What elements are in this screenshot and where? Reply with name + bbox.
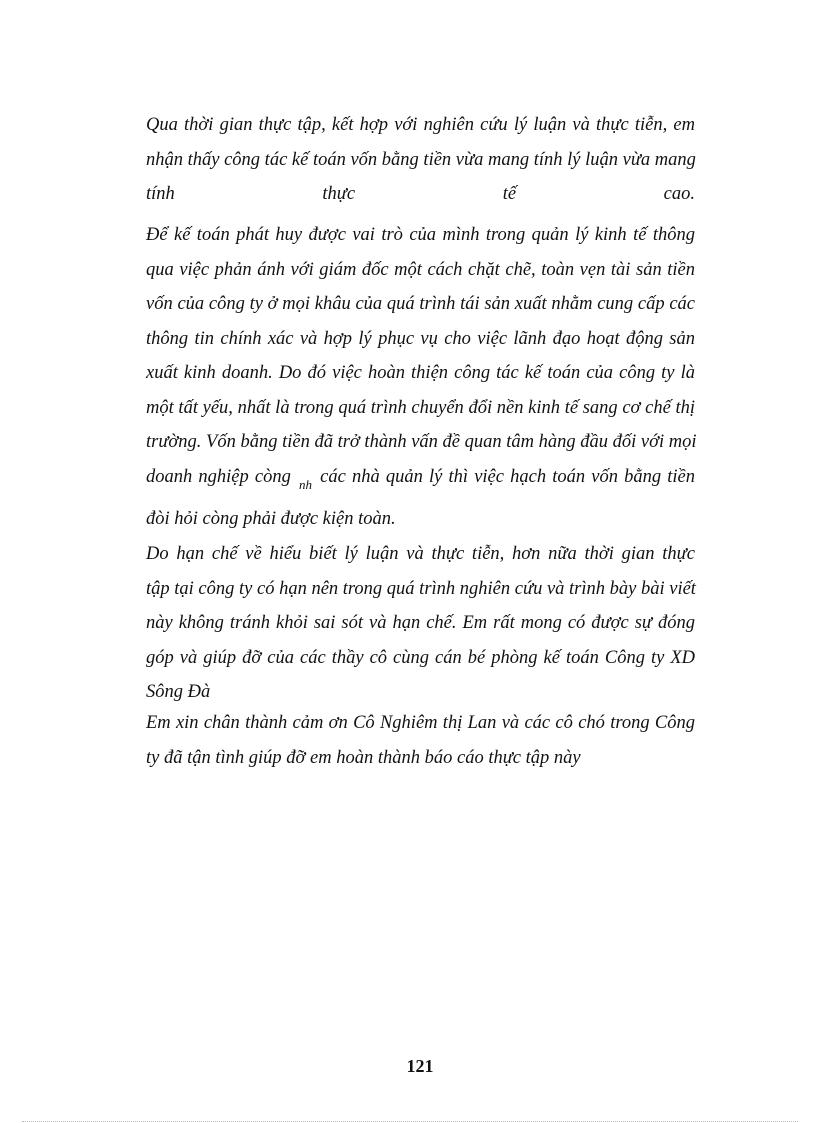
paragraph-conclusion-intro — [146, 108, 695, 212]
text-line: Qua thời gian thực tập, kết hợp với nghiên cứu lý luận và thực tiễn, em — [146, 115, 695, 135]
paragraph-acknowledgement — [146, 706, 695, 775]
paragraph-limitations — [146, 537, 695, 710]
text-line: tính thực tế cao. — [146, 184, 695, 204]
text-fragment: doanh nghiệp còng — [146, 466, 291, 487]
text-line: xuất kinh doanh. Do đó việc hoàn thiện công tác kế toán của công ty là — [146, 363, 695, 383]
text-line: này không tránh khỏi sai sót và hạn chế. Em rất mong có được sự đóng — [146, 613, 695, 633]
text-line-with-subscript — [146, 460, 695, 503]
text-line: Sông Đà — [146, 682, 211, 702]
text-line: góp và giúp đỡ của các thầy cô cùng cán bé phòng kế toán Công ty XD — [146, 647, 695, 668]
page-number: 121 — [406, 1056, 434, 1076]
text-fragment: các nhà quản lý thì việc hạch toán vốn bằng tiền — [320, 466, 696, 487]
page-bottom-divider — [22, 1121, 798, 1122]
text-line: qua việc phản ánh với giám đốc một cách chặt chẽ, toàn vẹn tài sản tiền — [146, 259, 695, 280]
text-line: tập tại công ty có hạn nên trong quá trình nghiên cứu và trình bày bài viết — [146, 578, 696, 599]
text-line: đòi hỏi còng phải được kiện toàn. — [146, 509, 396, 529]
text-line: nhận thấy công tác kế toán vốn bằng tiền vừa mang tính lý luận vừa mang — [146, 149, 696, 170]
text-line: thông tin chính xác và hợp lý phục vụ cho việc lãnh đạo hoạt động sản — [146, 328, 695, 349]
text-line: ty đã tận tình giúp đỡ em hoàn thành báo cáo thực tập này — [146, 747, 581, 768]
text-line: một tất yếu, nhất là trong quá trình chuyển đổi nền kinh tế sang cơ chế thị — [146, 397, 695, 418]
text-line: trường. Vốn bằng tiền đã trở thành vấn đề quan tâm hàng đầu đối với mọi — [146, 432, 697, 452]
text-line: Để kế toán phát huy được vai trò của mình trong quản lý kinh tế thông — [146, 225, 695, 245]
text-line: Do hạn chế về hiểu biết lý luận và thực tiễn, hơn nữa thời gian thực — [146, 544, 695, 564]
text-line: vốn của công ty ở mọi khâu của quá trình tái sản xuất nhằm cung cấp các — [146, 294, 695, 314]
subscript-fragment: nh — [299, 476, 313, 492]
paragraph-accounting-role — [146, 218, 695, 537]
text-line: Em xin chân thành cảm ơn Cô Nghiêm thị Lan và các cô chó trong Công — [146, 713, 695, 733]
